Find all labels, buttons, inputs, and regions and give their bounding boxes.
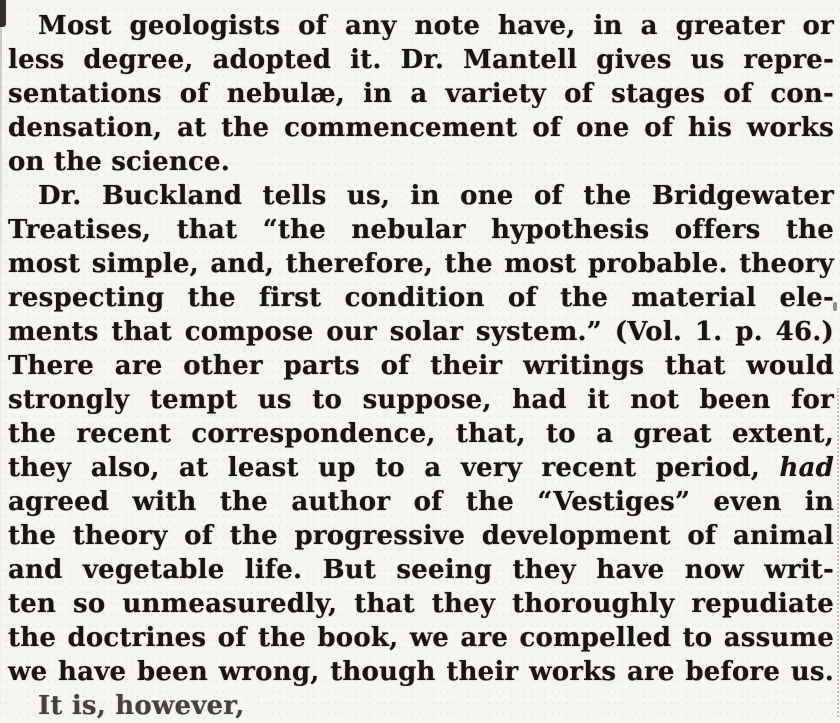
text-line-clipped: It is, however, <box>38 691 245 721</box>
text-line: the theory of the progressive development of animal <box>8 521 834 551</box>
text-line: most simple, and, therefore, the most probable. theory <box>8 249 834 279</box>
text-line <box>8 451 834 485</box>
text-line: on the science. <box>8 147 231 177</box>
italic-text-segment: had <box>779 453 834 483</box>
text-line: Most geologists of any note have, in a greater or <box>38 11 834 41</box>
text-line: less degree, adopted it. Dr. Mantell gives us repre- <box>8 45 834 75</box>
text-line: There are other parts of their writings that would <box>8 351 834 381</box>
text-line: the doctrines of the book, we are compelled to assume <box>8 623 834 653</box>
text-line: agreed with the author of the “Vestiges” even in <box>8 487 834 517</box>
text-line: Treatises, that “the nebular hypothesis offers the <box>8 215 834 245</box>
text-line: the recent correspondence, that, to a great extent, <box>8 419 834 449</box>
text-line: ments that compose our solar system.” (Vol. 1. p. 46.) <box>8 317 834 347</box>
text-line: densation, at the commencement of one of his works <box>8 113 834 143</box>
text-segment: they also, at least up to a very recent period, <box>8 453 780 483</box>
text-line: and vegetable life. But seeing they have now writ- <box>8 555 834 585</box>
text-line: respecting the first condition of the material ele- <box>8 283 834 313</box>
text-line: Dr. Buckland tells us, in one of the Bridgewater <box>38 181 834 211</box>
text-line: we have been wrong, though their works are before us. <box>8 657 834 687</box>
text-line: strongly tempt us to suppose, had it not been for <box>8 385 834 415</box>
text-line: ten so unmeasuredly, that they thoroughly repudiate <box>8 589 834 619</box>
text-line: sentations of nebulæ, in a variety of stages of con- <box>8 79 834 109</box>
